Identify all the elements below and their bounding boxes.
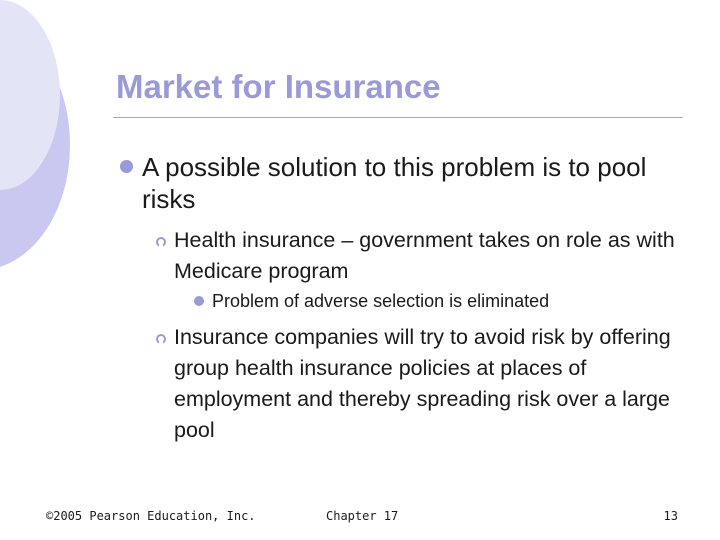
slide-title: Market for Insurance (116, 68, 441, 105)
bullet-level2-insurance-companies: Insurance companies will try to avoid risk by offering group health insurance policies at places of employment and thereby spreading risk over a large pool (174, 325, 671, 442)
bullet-open-circle-icon (156, 237, 166, 247)
bullet-dot-icon (194, 296, 204, 306)
bullet-level2-health-insurance: Health insurance – government takes on role as with Medicare program (174, 228, 675, 283)
bullet-dot-icon (120, 160, 133, 173)
title-divider (113, 117, 683, 118)
bullet-open-circle-icon (156, 334, 166, 344)
bullet-level1: A possible solution to this problem is to pool risks (142, 152, 647, 214)
footer-copyright: ©2005 Pearson Education, Inc. (46, 509, 256, 523)
bullet-level3-adverse-selection: Problem of adverse selection is eliminated (212, 291, 550, 311)
footer-page-number: 13 (663, 509, 678, 523)
footer-chapter: Chapter 17 (326, 509, 399, 523)
